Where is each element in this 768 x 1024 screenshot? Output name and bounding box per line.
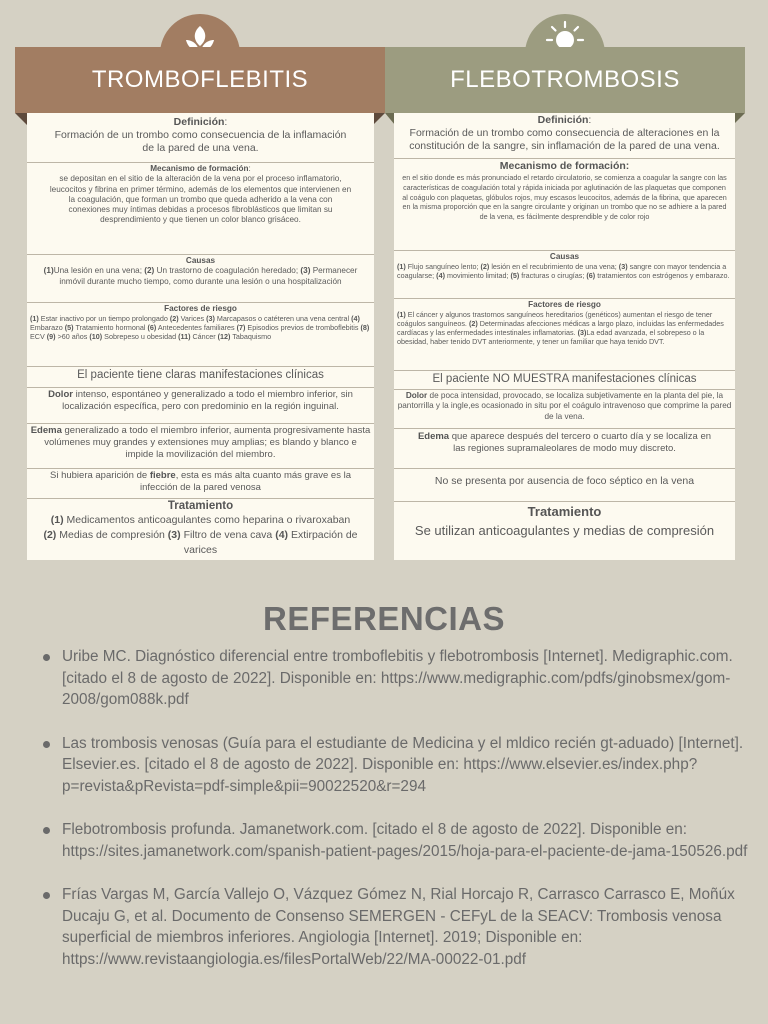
pain-text: de poca intensidad, provocado, se localiza subjetivamente en la planta del pie, la pantorrilla y la ingle,es ocasionado in situ por el coágulo intravenoso que comprime la pared de la vena. [397,391,732,421]
mechanism-section [27,163,374,255]
definition-colon: : [588,114,592,126]
risk-number: (5) [64,323,74,333]
cause-item: lesión en el recubrimiento de una vena; [491,262,617,272]
risk-number: (1) [30,314,39,324]
risk-number: (9) [46,332,56,342]
pain-section [394,390,735,429]
mechanism-section [394,159,735,251]
cause-number: (3) [618,262,628,272]
cause-number: (6) [586,271,596,281]
risk-number: (6) [147,323,157,333]
reference-item: Las trombosis venosas (Guía para el estudiante de Medicina y el mldico recién gt-aduado) [Internet]. Elsevier.es. [citado el 8 de agosto de 2022]. Disponible en: https://www.elsevier.es/index.php?p=revista&pRevista=pdf-simple&pii=90022520&r=294 [40,733,750,798]
mechanism-heading: Mecanismo de formación: [499,160,630,172]
risk-number: (2) [169,314,179,324]
treatment-heading: Tratamiento [167,500,234,512]
risk-item: Estar inactivo por un tiempo prolongado [40,314,168,324]
risk-number: (8) [360,323,370,333]
risk-factors-heading: Factores de riesgo [164,304,237,313]
risk-factors-list [397,310,732,346]
risk-item: Varices [180,314,205,324]
cause-number: (2) [144,266,155,276]
risk-number: (11) [178,332,191,342]
flebotrombosis-panel [394,113,735,560]
cause-item: tratamientos con estrógenos y embarazo. [597,271,730,281]
causes-text [30,266,371,287]
treatment-number: (2) [43,529,57,542]
treatment-number: (4) [275,529,289,542]
cause-text: Permanecer inmóvil durante mucho tiempo, como durante una lesión o una hospitalización [59,266,358,286]
risk-number: (10) [89,332,103,342]
risk-number: (1) [397,310,406,320]
page-title: FLEBOTROMBOSIS [385,47,745,113]
mechanism-text: se depositan en el sitio de la alteración de la vena por el proceso inflamatorio, leucocitos y fibrina en primer término, además de los elementos que intervienen en la coagulación, que forman un trombo que queda adherido a la vena con conexiones muy íntimas debidas a procesos fibroblásticos que limitan su desprendimiento y que tienen un color blanco grisáceo. [49,174,352,225]
cause-number: (1) [397,262,406,272]
cause-item: movimiento limitad; [446,271,509,281]
references-heading: REFERENCIAS [262,600,506,637]
risk-item: >60 años [57,332,88,342]
cause-item: fracturas o cirugías; [521,271,585,281]
edema-section [27,424,374,469]
edema-heading: Edema [30,425,62,436]
risk-item: Sobrepeso u obesidad [104,332,177,342]
risk-item: Tratamiento hormonal [75,323,146,333]
treatment-text: Se utilizan anticoagulantes y medias de compresión [414,523,715,539]
risk-number: (3) [206,314,215,324]
definition-section [27,113,374,163]
pain-heading: Dolor [405,391,428,400]
cause-number: (1) [43,266,54,276]
definition-heading: Definición [537,114,589,126]
treatment-item: Medias de compresión [59,529,165,542]
cause-item: sangre con mayor tendencia a coagularse; [397,262,727,281]
risk-item: Tabaquismo [232,332,272,342]
risk-item: Embarazo [30,323,63,333]
risk-item: El cáncer y algunos trastornos sanguíneos hereditarios (genéticos) aumentan el riesgo de tener coágulos sanguíneos. [397,310,713,329]
cause-number: (5) [510,271,520,281]
causes-list [397,262,732,280]
causes-section [27,255,374,303]
causes-heading: Causas [549,252,580,261]
page-title: TROMBOFLEBITIS [15,47,385,113]
edema-text: que aparece después del tercero o cuarto día y se localiza en las regiones supramaleolares de modo muy discreto. [451,431,712,454]
ribbon-fold [15,113,27,125]
risk-item: Antecedentes familiares [157,323,235,333]
pain-section [27,388,374,424]
definition-text: Formación de un trombo como consecuencia de alteraciones en la constitución de la sangre, sin inflamación de la pared de una vena. [409,127,720,153]
cause-number: (2) [480,262,490,272]
reference-item: Frías Vargas M, García Vallejo O, Vázquez Gómez N, Rial Horcajo R, Carrasco Carrasco E, Moñúx Ducaju G, et al. Documento de Consenso SEMERGEN - CEFyL de la SEACV: Trombosis venosa superficial de miembros inferiores. Angiologia [Internet]. 2019; Disponible en: https://www.revistaangiologia.es/filesPortalWeb/22/MA-00022-01.pdf [40,884,750,970]
fever-section: No se presenta por ausencia de foco séptico en la vena [394,469,735,502]
cause-text: Un trastorno de coagulación heredado; [156,266,299,276]
definition-section [394,113,735,159]
mechanism-colon: : [248,164,251,173]
risk-item: Cáncer [192,332,216,342]
edema-section [394,429,735,469]
mechanism-text: en el sitio donde es más pronunciado el retardo circulatorio, se comienza a coagular la sangre con las características de coagulación total y rápida iniciada por aglutinación de las plaquetas que componen al coágulo con plaquetas, glóbulos rojos, muy escasos leucocitos, además de la fibrina, que aparecen en la misma proporción que en la sangre circulante y originan un trombo que no se adhiere a la pared de la vena, es fácilmente desprendible y de color rojo [402,173,727,221]
causes-heading: Causas [185,256,216,265]
cause-number: (3) [300,266,311,276]
treatment-item: Extirpación de varices [183,529,358,556]
risk-factors-heading: Factores de riesgo [528,300,601,309]
treatment-heading: Tratamiento [527,504,602,519]
risk-factors-list [30,314,371,341]
risk-item: La edad avanzada, el sobrepeso o la obesidad, haber tenido DVT anteriormente, y tener un familiar que haya tenido DVT. [397,328,705,347]
risk-number: (3) [577,328,587,338]
risk-item: Marcapasos o catéteren una vena central [216,314,350,324]
reference-item: Uribe MC. Diagnóstico diferencial entre tromboflebitis y flebotrombosis [Internet]. Medigraphic.com. [citado el 8 de agosto de 2022]. Disponible en: https://www.medigraphic.com/pdfs/ginobsmex/gom-2008/gom088k.pdf [40,646,750,711]
fever-section [27,469,374,499]
clinical-manifestations: El paciente NO MUESTRA manifestaciones clínicas [394,371,735,390]
pain-heading: Dolor [48,389,73,400]
edema-heading: Edema [417,431,450,442]
treatment-section [394,502,735,543]
cause-number: (4) [436,271,445,281]
definition-colon: : [224,116,228,128]
reference-item: Flebotrombosis profunda. Jamanetwork.com. [citado el 8 de agosto de 2022]. Disponible en: https://sites.jamanetwork.com/spanish-patient-pages/2015/hoja-para-el-paciente-de-jama-150526.pdf [40,819,750,862]
causes-section [394,251,735,299]
clinical-manifestations: El paciente tiene claras manifestaciones clínicas [27,367,374,388]
treatment-item: Medicamentos anticoagulantes como heparina o rivaroxaban [66,514,351,527]
treatment-number: (1) [50,514,64,527]
mechanism-heading: Mecanismo de formación [150,164,249,173]
risk-factors-section [394,299,735,371]
fever-text: Si hubiera aparición de [49,470,148,481]
risk-number: (7) [236,323,246,333]
tromboflebitis-panel [27,113,374,560]
pain-text: intenso, espontáneo y generalizado a todo el miembro inferior, sin localización específica, pero con predominio en la región inguinal. [62,389,353,412]
edema-text: generalizado a todo el miembro inferior, aumenta progresivamente hasta volúmenes muy grandes y extensiones muy amplias; es blando y blanco e impide la movilización del miembro. [44,425,371,460]
cause-item: Flujo sanguíneo lento; [407,262,479,272]
risk-number: (2) [468,319,478,329]
treatment-list [43,513,358,557]
treatment-section [27,499,374,557]
fever-text: , esta es más alta cuanto más grave es la infección de la pared venosa [140,470,351,493]
risk-number: (12) [217,332,231,342]
treatment-number: (3) [167,529,181,542]
references-list [40,646,750,992]
risk-number: (4) [351,314,360,324]
risk-factors-section [27,303,374,367]
ribbon-fold [373,113,385,125]
definition-text: Formación de un trombo como consecuencia de la inflamación de la pared de una vena. [54,129,347,155]
risk-item: ECV [30,332,45,342]
risk-item: Determinadas afecciones médicas a largo plazo, incluidas las enfermedades cardíacas y las enfermedades intestinales inflamatorias. [397,319,724,338]
fever-heading: fiebre [149,470,176,481]
treatment-item: Filtro de vena cava [183,529,273,542]
risk-item: Episodios previos de tromboflebitis [247,323,359,333]
cause-text: Una lesión en una vena; [53,266,142,276]
definition-heading: Definición [173,116,225,128]
